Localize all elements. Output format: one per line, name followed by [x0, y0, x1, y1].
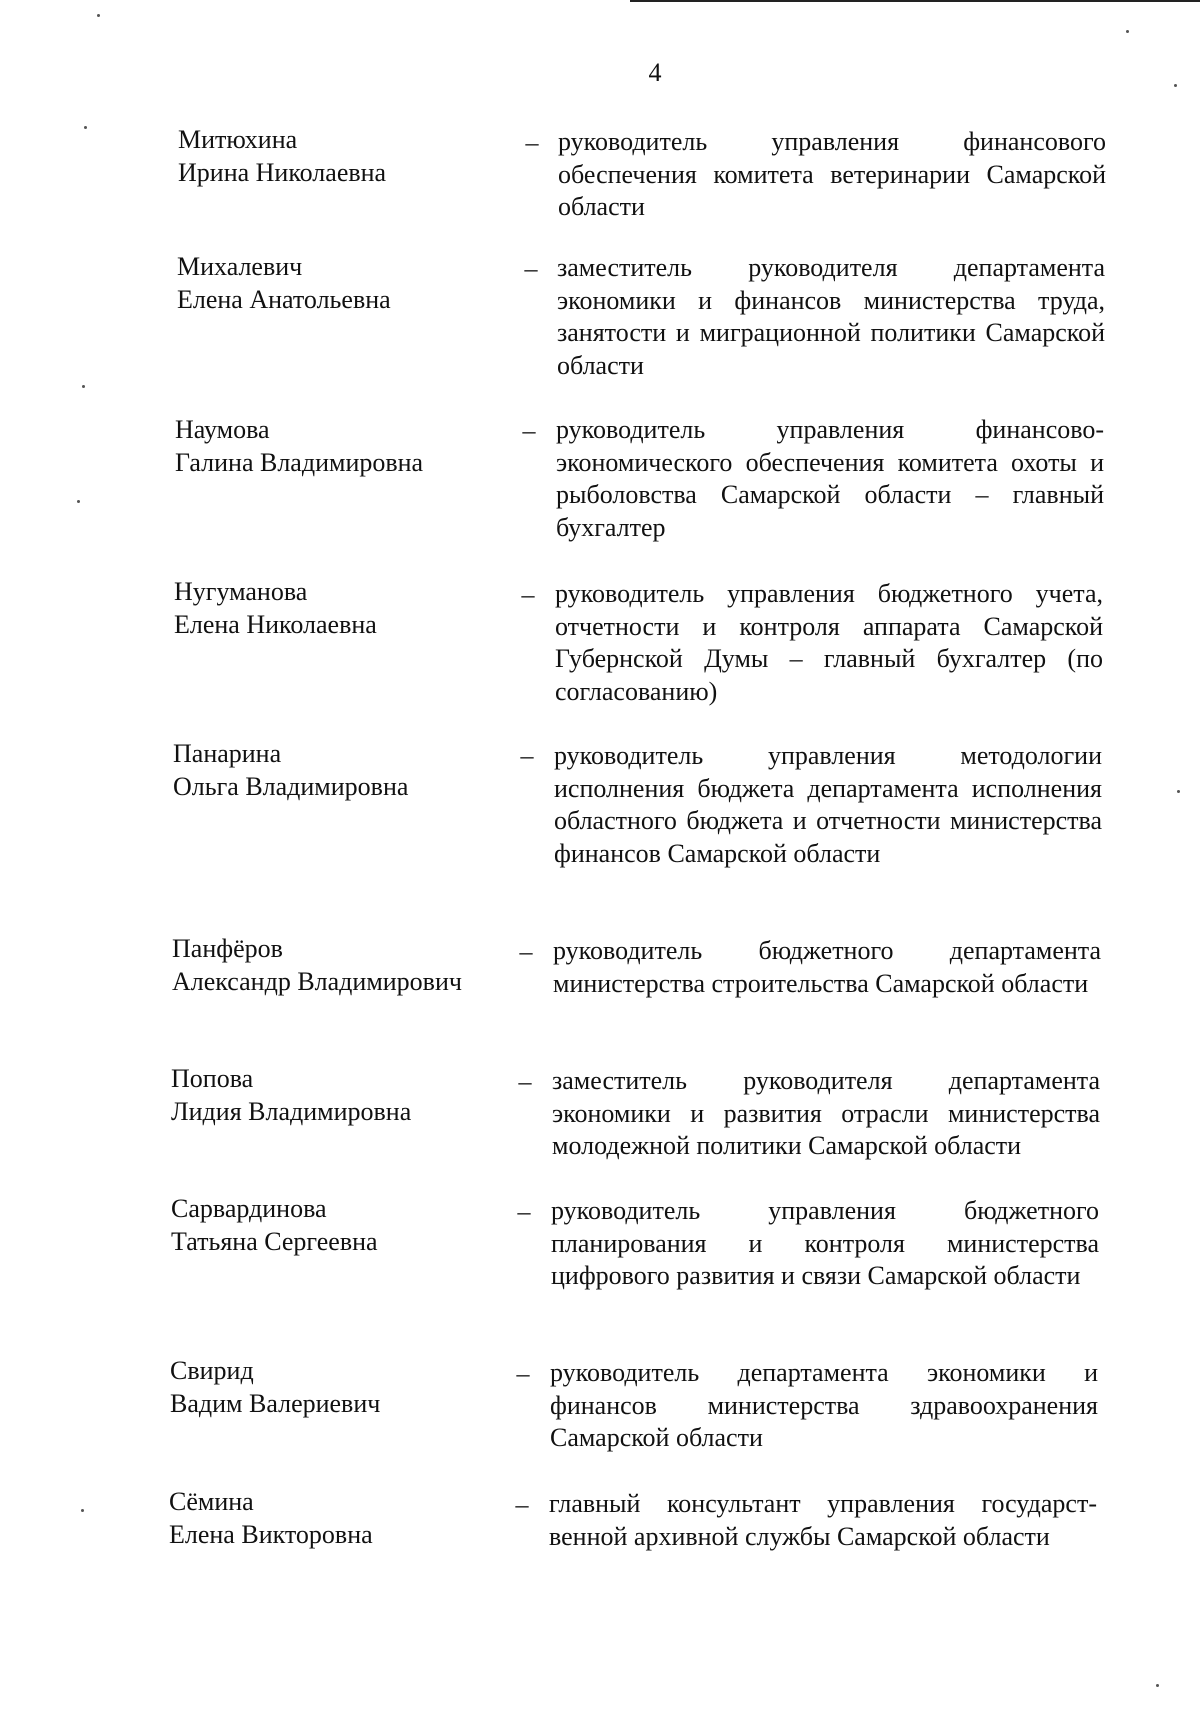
given-names: Вадим Валериевич — [170, 1389, 381, 1418]
position-text: руководитель управления бюджетного учета, отчетности и контроля аппарата Самарской Губернской Думы – главный бухгалтер (по согласованию) — [555, 579, 1103, 706]
scan-speck — [77, 500, 80, 503]
surname: Михалевич — [177, 252, 303, 281]
scan-speck — [1156, 1684, 1159, 1687]
given-names: Галина Владимировна — [175, 448, 424, 477]
scan-speck — [1126, 30, 1129, 33]
separator-dash: – — [520, 741, 534, 770]
scan-speck — [84, 126, 87, 129]
position-text: руководитель управления бюджетного планирования и контроля министерства цифрового развития и связи Самарской области — [551, 1196, 1099, 1290]
surname: Панфёров — [172, 934, 283, 963]
surname: Панарина — [173, 739, 282, 768]
surname: Наумова — [175, 415, 270, 444]
separator-dash: – — [519, 937, 533, 966]
surname: Свирид — [170, 1356, 254, 1385]
top-rule — [630, 0, 1200, 2]
given-names: Ирина Николаевна — [178, 158, 387, 187]
given-names: Елена Викторовна — [169, 1520, 373, 1549]
separator-dash: – — [524, 254, 538, 283]
scan-speck — [97, 14, 100, 17]
separator-dash: – — [517, 1197, 531, 1226]
person-name — [178, 123, 518, 189]
person-name — [174, 575, 514, 641]
separator-dash: – — [518, 1067, 532, 1096]
surname: Попова — [171, 1064, 254, 1093]
separator-dash: – — [522, 416, 536, 445]
person-name — [172, 932, 512, 998]
surname: Митюхина — [178, 125, 298, 154]
surname: Сарвардинова — [171, 1194, 327, 1223]
scan-speck — [1177, 790, 1180, 793]
surname: Сёмина — [169, 1487, 254, 1516]
person-name — [169, 1485, 509, 1551]
scan-speck — [82, 385, 85, 388]
scan-speck — [1174, 84, 1177, 87]
separator-dash: – — [525, 128, 539, 157]
position-text: заместитель руководителя департамента экономики и финансов министерства труда, занятости и миграционной политики Самарской области — [557, 253, 1105, 380]
separator-dash: – — [516, 1359, 530, 1388]
given-names: Елена Анатольевна — [177, 285, 391, 314]
person-name — [171, 1062, 511, 1128]
position-text: главный консультант управления государст-венной архивной службы Самарской области — [549, 1489, 1097, 1551]
given-names: Лидия Владимировна — [171, 1097, 412, 1126]
position-text: руководитель управления финансово-экономического обеспечения комитета охоты и рыболовства Самарской области – главный бухгалтер — [556, 415, 1104, 542]
given-names: Татьяна Сергеевна — [171, 1227, 378, 1256]
position-text: руководитель управления финансового обеспечения комитета ветеринарии Самарской области — [558, 127, 1106, 221]
person-name — [171, 1192, 511, 1258]
position-text: заместитель руководителя департамента экономики и развития отрасли министерства молодежной политики Самарской области — [552, 1066, 1100, 1160]
person-name — [173, 737, 513, 803]
page-number: 4 — [648, 58, 662, 87]
person-name — [177, 250, 517, 316]
given-names: Елена Николаевна — [174, 610, 377, 639]
given-names: Ольга Владимировна — [173, 772, 409, 801]
position-text: руководитель бюджетного департамента министерства строительства Самарской области — [553, 936, 1101, 998]
person-name — [175, 413, 515, 479]
separator-dash: – — [521, 580, 535, 609]
person-name — [170, 1354, 510, 1420]
position-text: руководитель департамента экономики и финансов министерства здравоохранения Самарской области — [550, 1358, 1098, 1452]
surname: Нугуманова — [174, 577, 308, 606]
separator-dash: – — [515, 1490, 529, 1519]
given-names: Александр Владимирович — [172, 967, 462, 996]
scan-speck — [81, 1509, 84, 1512]
position-text: руководитель управления методологии исполнения бюджета департамента исполнения областного бюджета и отчетности министерства финансов Самарской области — [554, 741, 1102, 868]
